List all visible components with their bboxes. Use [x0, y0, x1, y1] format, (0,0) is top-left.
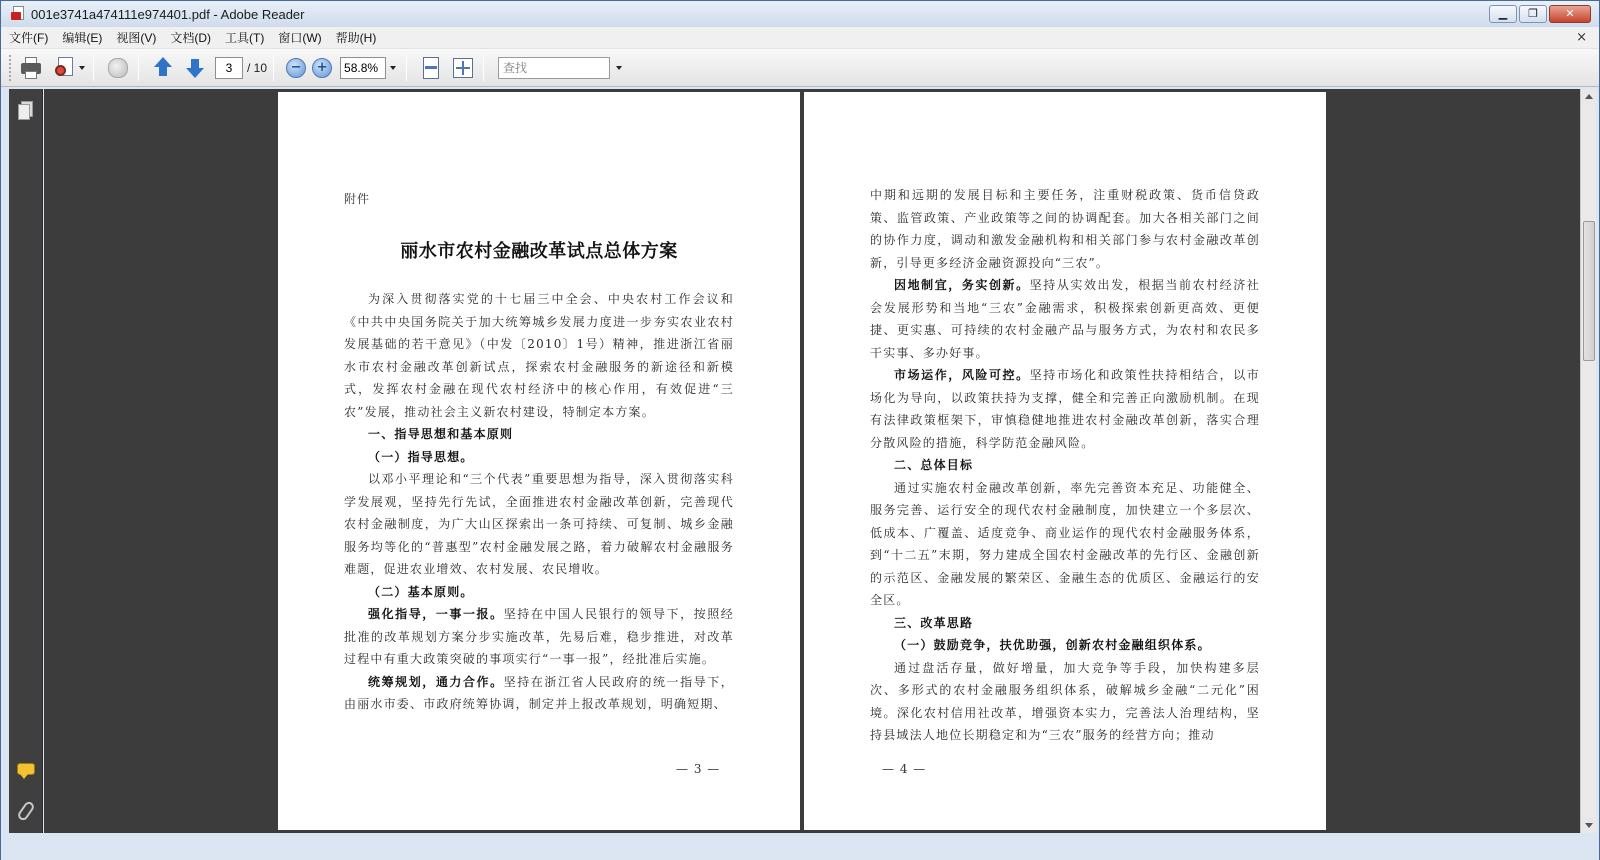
search-dropdown-chevron-icon[interactable] — [616, 66, 622, 70]
zoom-in-button[interactable] — [312, 58, 332, 78]
close-icon: ✕ — [1565, 7, 1575, 20]
subsection-heading-text: （二）基本原则。 — [368, 584, 474, 599]
scrollbar-thumb[interactable] — [1583, 221, 1595, 361]
subsection-heading — [344, 446, 734, 469]
scroll-up-arrow-icon — [1585, 94, 1593, 99]
page-number-label: — 4 — — [882, 762, 927, 776]
scroll-down-arrow-icon — [1585, 823, 1593, 828]
window-controls — [1489, 5, 1591, 23]
window-title: 001e3741a474111e974401.pdf - Adobe Reader — [31, 6, 305, 22]
section-heading — [870, 612, 1260, 635]
menu-tools[interactable]: 工具(T) — [225, 31, 265, 45]
zoom-out-icon: − — [290, 59, 302, 75]
page-4-body — [870, 184, 1260, 747]
fit-window-button[interactable] — [449, 54, 477, 82]
vertical-scrollbar[interactable] — [1580, 89, 1596, 833]
subsection-heading — [344, 581, 734, 604]
page-total: / 10 — [247, 60, 268, 75]
toolbar-divider — [406, 55, 407, 81]
continued-paragraph: 中期和远期的发展目标和主要任务，注重财税政策、货币信贷政策、监管政策、产业政策等之间的协调配套。加大各相关部门之间的协作力度，调动和激发金融机构和相关部门参与农村金融改革创新，引导更多经济金融资源投向“三农”。 — [870, 188, 1260, 270]
page-number-input[interactable]: 3 — [215, 57, 243, 79]
section-heading-text: 三、改革思路 — [894, 615, 974, 630]
pages-icon[interactable] — [17, 101, 37, 121]
zoom-in-icon: + — [316, 59, 328, 75]
pdf-page-4 — [804, 92, 1326, 830]
intro-paragraph: 为深入贯彻落实党的十七届三中全会、中央农村工作会议和《中共中央国务院关于加大统筹城乡发展力度进一步夯实农业农村发展基础的若干意见》（中发〔2010〕1号）精神，推进浙江省丽水市农村金融改革创新试点，探索农村金融服务的新途径和新模式，发挥农村金融在现代农村经济中的核心作用，有效促进“三农”发展，推动社会主义新农村建设，特制定本方案。 — [344, 292, 734, 419]
menu-bar — [1, 27, 1599, 49]
chevron-down-icon — [79, 66, 85, 70]
minimize-icon: ▁ — [1498, 7, 1508, 20]
maximize-button[interactable] — [1519, 5, 1547, 23]
restore-icon: ❐ — [1528, 7, 1538, 20]
principle-lead: 市场运作，风险可控。 — [894, 368, 1030, 382]
principle-lead: 统筹规划，通力合作。 — [368, 674, 504, 689]
toolbar-divider — [93, 55, 94, 81]
principle-paragraph — [870, 274, 1260, 364]
next-page-button[interactable] — [181, 54, 209, 82]
principle-paragraph — [870, 364, 1260, 454]
toolbar-divider — [483, 55, 484, 81]
toolbar-divider — [273, 55, 274, 81]
menu-help[interactable]: 帮助(H) — [335, 31, 377, 45]
search-input[interactable]: 查找 — [498, 57, 610, 79]
principle-text: 坚持市场化和政策性扶持相结合，以市场化为导向，以政策扶持为支撑，健全和完善正向激励机制。在现有法律政策框架下，审慎稳健地推进农村金融改革创新，落实合理分散风险的措施，科学防范金融风险。 — [870, 368, 1260, 450]
hand-icon — [108, 58, 128, 78]
find-document-button[interactable] — [53, 54, 81, 82]
document-close-button[interactable]: × — [1576, 30, 1587, 45]
paperclip-icon[interactable] — [17, 801, 37, 821]
title-bar — [1, 1, 1599, 27]
zoom-dropdown-chevron-icon[interactable] — [390, 66, 396, 70]
hand-tool-button[interactable] — [104, 54, 132, 82]
principle-paragraph — [344, 671, 734, 716]
zoom-out-button[interactable] — [286, 58, 306, 78]
subsection-heading — [870, 634, 1260, 657]
scroll-up-button[interactable] — [1581, 89, 1597, 105]
minimize-button[interactable] — [1489, 5, 1517, 23]
section-heading — [344, 423, 734, 446]
section-heading — [870, 454, 1260, 477]
scroll-down-button[interactable] — [1581, 817, 1597, 833]
window-bottom-border — [1, 833, 1599, 860]
menu-view[interactable]: 视图(V) — [116, 31, 157, 45]
principle-text: 坚持从实效出发，根据当前农村经济社会发展形势和当地“三农”金融需求，积极探索创新更高效、更便捷、更实惠、可持续的农村金融产品与服务方式，为农村和农民多干实事、多办好事。 — [870, 278, 1260, 360]
print-button[interactable] — [17, 54, 45, 82]
pdf-file-icon — [11, 6, 25, 22]
toolbar-divider — [138, 55, 139, 81]
pdf-page-3 — [278, 92, 800, 830]
guideline-paragraph: 以邓小平理论和“三个代表”重要思想为指导，深入贯彻落实科学发展观，坚持先行先试，全面推进农村金融改革创新，完善现代农村金融制度，为广大山区探索出一条可持续、可复制、城乡金融服务均等化的“普惠型”农村金融发展之路，着力破解农村金融服务难题，促进农业增效、农村发展、农民增收。 — [344, 472, 734, 576]
principle-text: 坚持在浙江省人民政府的统一指导下，由丽水市委、市政府统筹协调，制定并上报改革规划，明确短期、 — [344, 674, 734, 711]
subsection-heading-text: （一）指导思想。 — [368, 449, 474, 464]
goal-paragraph: 通过实施农村金融改革创新，率先完善资本充足、功能健全、服务完善、运行安全的现代农村金融制度，加快建立一个多层次、低成本、广覆盖、适度竞争、商业运作的现代农村金融服务体系，到“十二五”末期，努力建成全国农村金融改革的先行区、金融创新的示范区、金融发展的繁荣区、金融生态的优质区、金融运行的安全区。 — [870, 480, 1260, 607]
document-view[interactable] — [44, 89, 1580, 833]
section-heading-text: 二、总体目标 — [894, 458, 974, 472]
section-heading-text: 一、指导思想和基本原则 — [368, 427, 514, 441]
previous-page-button[interactable] — [149, 54, 177, 82]
toolbar-grip[interactable] — [9, 55, 13, 81]
menu-document[interactable]: 文档(D) — [170, 31, 211, 45]
page-number-label: — 3 — — [676, 762, 721, 776]
navigation-panel — [9, 89, 43, 833]
menu-file[interactable]: 文件(F) — [9, 31, 49, 45]
fit-page-button[interactable] — [417, 54, 445, 82]
page-3-body — [344, 288, 734, 716]
zoom-level-input[interactable]: 58.8% — [340, 57, 386, 79]
reform-paragraph: 通过盘活存量，做好增量，加大竞争等手段，加快构建多层次、多形式的农村金融服务组织体系，破解城乡金融“二元化”困境。深化农村信用社改革，增强资本实力，完善法人治理结构，坚持县域法人地位长期稳定和为“三农”服务的经营方向；推动 — [870, 660, 1260, 742]
menu-edit[interactable]: 编辑(E) — [62, 31, 103, 45]
principle-paragraph — [344, 603, 734, 671]
close-button[interactable] — [1549, 5, 1591, 23]
document-title: 丽水市农村金融改革试点总体方案 — [400, 241, 678, 262]
principle-lead: 因地制宜，务实创新。 — [894, 278, 1030, 292]
annex-label: 附件 — [344, 192, 371, 206]
toolbar — [1, 49, 1599, 87]
menu-window[interactable]: 窗口(W) — [278, 31, 322, 45]
principle-text: 坚持在中国人民银行的领导下，按照经批准的改革规划方案分步实施改革，先易后难，稳步推进，对改革过程中有重大政策突破的事项实行“一事一报”，经批准后实施。 — [344, 607, 734, 666]
principle-lead: 强化指导，一事一报。 — [368, 607, 504, 621]
comment-icon[interactable] — [17, 761, 37, 781]
subsection-heading-text: （一）鼓励竞争，扶优助强，创新农村金融组织体系。 — [894, 638, 1211, 652]
